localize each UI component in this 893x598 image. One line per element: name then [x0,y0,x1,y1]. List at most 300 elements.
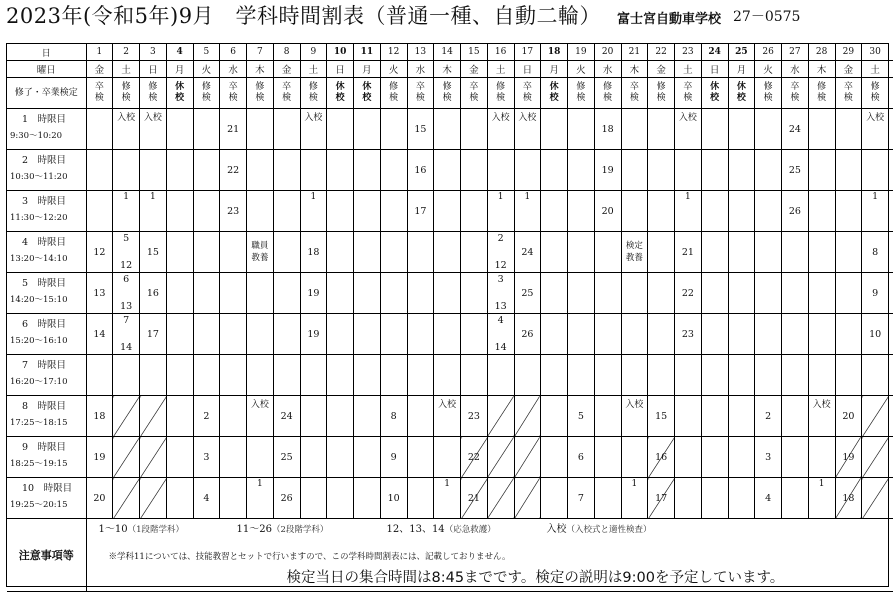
empty-cell [648,232,675,273]
empty-cell [86,191,113,232]
empty-cell [594,314,621,355]
weekday: 日 [140,61,167,78]
weekday: 土 [675,61,702,78]
empty-cell [407,314,434,355]
empty-cell [835,355,862,396]
lesson-cell: 26 [782,191,809,232]
assembly-notice: 検定当日の集合時間は8:45までです。検定の説明は9:00を予定しています。 [286,570,785,586]
period-time: 18:25～19:15 [10,459,68,469]
weekday: 火 [380,61,407,78]
weekday: 金 [273,61,300,78]
empty-cell [621,273,648,314]
day-number: 2 [113,44,140,61]
empty-cell [835,314,862,355]
empty-cell [701,314,728,355]
period-label [7,191,86,232]
empty-cell [514,478,541,519]
weekday: 土 [113,61,140,78]
lesson-cell: 7 [568,478,595,519]
period-number: 6 時限目 [22,319,67,330]
lesson-cell: 14 [86,314,113,355]
day-number: 27 [782,44,809,61]
empty-cell [835,232,862,273]
period-label [7,396,86,437]
empty-cell [86,109,113,150]
lesson-cell: 9 [862,273,889,314]
empty-cell [621,437,648,478]
empty-cell [247,109,274,150]
empty-cell [407,478,434,519]
empty-cell [354,273,381,314]
lesson-cell: 検定 教養 [621,232,648,273]
empty-cell [541,232,568,273]
lesson-cell: 13 [86,273,113,314]
notes-label: 注意事項等 [7,519,86,592]
period-time: 13:20～14:10 [10,254,68,264]
lesson-cell: 19 [86,437,113,478]
empty-cell [782,478,809,519]
legend-desc: （応急救護） [444,525,496,535]
weekday: 金 [648,61,675,78]
empty-cell [782,437,809,478]
empty-cell [648,150,675,191]
empty-cell [541,478,568,519]
empty-cell [273,150,300,191]
timetable-sheet [6,43,889,587]
lesson-cell: 16 [140,273,167,314]
lesson-cell: 入校 [487,109,514,150]
exam-mark: 卒 検 [675,78,702,109]
blank-cell [889,355,893,396]
empty-cell [273,314,300,355]
lesson-cell: 22 [675,273,702,314]
lesson-cell: 4 [755,478,782,519]
weekday: 月 [541,61,568,78]
empty-cell [487,478,514,519]
blank-cell [889,232,893,273]
empty-cell [140,355,167,396]
lesson-cell: 職員 教養 [247,232,274,273]
empty-cell [728,478,755,519]
empty-cell [407,355,434,396]
lesson-cell: 15 [407,109,434,150]
lesson-number: 6 [123,274,130,285]
empty-cell [166,232,193,273]
empty-cell [541,437,568,478]
day-number: 18 [541,44,568,61]
exam-mark: 修 検 [594,78,621,109]
empty-cell [701,109,728,150]
lesson-cell: 23 [461,396,488,437]
lesson-cell: 25 [514,273,541,314]
empty-cell [808,314,835,355]
empty-cell [701,396,728,437]
lesson-cell: 入校 [808,396,835,437]
empty-cell [140,478,167,519]
lesson-cell: 入校 [514,109,541,150]
empty-cell [594,478,621,519]
empty-cell [621,109,648,150]
empty-cell [487,437,514,478]
period-time: 15:20～16:10 [10,336,68,346]
weekday: 木 [434,61,461,78]
lesson-cell: 入校 [140,109,167,150]
empty-cell [728,273,755,314]
empty-cell [782,314,809,355]
weekday: 木 [808,61,835,78]
empty-cell [808,437,835,478]
empty-cell [755,150,782,191]
empty-cell [300,437,327,478]
exam-mark: 修 検 [247,78,274,109]
day-number: 15 [461,44,488,61]
weekday: 日 [327,61,354,78]
weekday: 水 [220,61,247,78]
exam-mark: 卒 検 [514,78,541,109]
day-number: 20 [594,44,621,61]
lesson-number: 13 [120,301,133,312]
exam-mark: 修 検 [862,78,889,109]
empty-cell [247,191,274,232]
lesson-cell: 1 [862,191,889,232]
blank-cell [889,396,893,437]
legend-desc: （入校式と適性検査） [566,525,652,535]
lesson-cell: 19 [835,437,862,478]
lesson-cell: 19 [300,314,327,355]
empty-cell [782,396,809,437]
empty-cell [728,232,755,273]
school-name: 富士宮自動車学校 [617,12,722,27]
empty-cell [648,109,675,150]
empty-cell [835,191,862,232]
legend-item [99,520,185,535]
weekday: 金 [86,61,113,78]
period-number: 2 時限目 [22,155,67,166]
day-number: 14 [434,44,461,61]
blank-cell [889,150,893,191]
legend-item [547,520,652,535]
empty-cell [327,437,354,478]
empty-cell [782,355,809,396]
period-label [7,478,86,519]
lesson-cell: 16 [407,150,434,191]
empty-cell [755,314,782,355]
weekday: 日 [701,61,728,78]
lesson-number: 14 [120,342,133,353]
empty-cell [247,273,274,314]
empty-cell [247,437,274,478]
period-number: 10 時限目 [22,483,73,494]
lesson-cell: 26 [514,314,541,355]
blank-cell [889,273,893,314]
notes-content [86,519,893,592]
period-number: 1 時限目 [22,114,67,125]
weekday: 土 [300,61,327,78]
lesson-cell: 1 [808,478,835,519]
lesson-cell: 21 [675,232,702,273]
empty-cell [434,109,461,150]
empty-cell [166,150,193,191]
empty-cell [300,150,327,191]
lesson-cell: 1 [140,191,167,232]
day-number: 5 [193,44,220,61]
empty-cell [808,232,835,273]
day-number: 28 [808,44,835,61]
period-time: 9:30～10:20 [10,131,63,141]
empty-cell [407,273,434,314]
empty-cell [193,273,220,314]
empty-cell [193,109,220,150]
empty-cell [354,191,381,232]
lesson-cell: 22 [461,437,488,478]
empty-cell [354,232,381,273]
lesson-cell: 8 [380,396,407,437]
exam-mark: 休 校 [541,78,568,109]
legend-key: 11～26 [236,524,272,535]
period-number: 8 時限目 [22,401,67,412]
exam-mark: 卒 検 [782,78,809,109]
day-number: 6 [220,44,247,61]
empty-cell [300,355,327,396]
legend-key: 12、13、14 [386,524,445,535]
empty-cell [407,437,434,478]
legend-item [387,520,496,535]
empty-cell [675,355,702,396]
lesson-cell: 25 [782,150,809,191]
empty-cell [541,191,568,232]
empty-cell [728,314,755,355]
lesson-cell: 5 [568,396,595,437]
empty-cell [354,396,381,437]
empty-cell [220,437,247,478]
empty-cell [354,314,381,355]
lesson-cell [487,314,514,355]
lesson-number: 3 [497,274,504,285]
empty-cell [568,191,595,232]
empty-cell [862,150,889,191]
empty-cell [380,273,407,314]
school-number: 27－0575 [733,9,801,25]
exam-mark: 修 検 [300,78,327,109]
empty-cell [220,478,247,519]
remark-text: ※学科11については、技能教習とセットで行いますので、この学科時間割表には、記載しておりません。 [108,552,511,562]
blank-cell [889,78,893,109]
empty-cell [407,396,434,437]
weekday: 土 [487,61,514,78]
empty-cell [675,437,702,478]
empty-cell [166,109,193,150]
exam-mark: 卒 検 [407,78,434,109]
empty-cell [327,355,354,396]
exam-mark: 修 検 [568,78,595,109]
day-number: 1 [86,44,113,61]
lesson-cell: 10 [380,478,407,519]
legend-key: 入校 [546,524,567,535]
empty-cell [220,314,247,355]
weekday: 木 [621,61,648,78]
weekday: 土 [862,61,889,78]
empty-cell [354,109,381,150]
empty-cell [327,191,354,232]
day-number: 13 [407,44,434,61]
period-time: 14:20～15:10 [10,295,68,305]
empty-cell [434,355,461,396]
empty-cell [675,150,702,191]
lesson-cell: 12 [86,232,113,273]
empty-cell [380,355,407,396]
empty-cell [380,314,407,355]
empty-cell [461,273,488,314]
lesson-cell: 6 [568,437,595,478]
empty-cell [300,478,327,519]
empty-cell [193,191,220,232]
lesson-cell: 21 [461,478,488,519]
lesson-cell: 9 [380,437,407,478]
empty-cell [648,191,675,232]
lesson-cell: 18 [300,232,327,273]
exam-mark: 修 検 [193,78,220,109]
lesson-cell: 3 [755,437,782,478]
empty-cell [461,232,488,273]
lesson-cell: 入校 [434,396,461,437]
empty-cell [808,191,835,232]
legend-key: 1～10 [98,524,128,535]
day-number: 17 [514,44,541,61]
empty-cell [568,273,595,314]
lesson-cell: 20 [594,191,621,232]
empty-cell [220,396,247,437]
empty-cell [166,273,193,314]
period-number: 9 時限目 [22,442,67,453]
empty-cell [862,355,889,396]
lesson-cell: 20 [835,396,862,437]
day-number: 21 [621,44,648,61]
empty-cell [166,437,193,478]
empty-cell [755,232,782,273]
empty-cell [327,396,354,437]
empty-cell [728,191,755,232]
lesson-cell: 1 [300,191,327,232]
empty-cell [461,355,488,396]
day-number: 26 [755,44,782,61]
exam-mark: 修 検 [808,78,835,109]
empty-cell [514,355,541,396]
exam-mark: 修 検 [140,78,167,109]
empty-cell [86,355,113,396]
empty-cell [541,355,568,396]
empty-cell [166,355,193,396]
day-number: 23 [675,44,702,61]
lesson-cell: 入校 [675,109,702,150]
day-number: 24 [701,44,728,61]
day-number: 4 [166,44,193,61]
period-label [7,109,86,150]
weekday: 日 [514,61,541,78]
empty-cell [247,355,274,396]
lesson-number: 13 [494,301,507,312]
empty-cell [273,191,300,232]
empty-cell [380,191,407,232]
exam-mark: 修 検 [487,78,514,109]
empty-cell [327,478,354,519]
legend-item [237,520,329,535]
empty-cell [327,273,354,314]
exam-mark: 卒 検 [461,78,488,109]
empty-cell [220,355,247,396]
empty-cell [514,437,541,478]
lesson-cell: 3 [193,437,220,478]
empty-cell [461,109,488,150]
exam-mark: 卒 検 [835,78,862,109]
empty-cell [755,191,782,232]
empty-cell [568,232,595,273]
empty-cell [434,273,461,314]
lesson-cell: 25 [273,437,300,478]
empty-cell [648,355,675,396]
weekday: 金 [461,61,488,78]
empty-cell [728,355,755,396]
empty-cell [568,150,595,191]
empty-cell [701,232,728,273]
lesson-cell: 17 [648,478,675,519]
day-number: 16 [487,44,514,61]
empty-cell [728,437,755,478]
period-time: 19:25～20:15 [10,500,68,510]
empty-cell [728,396,755,437]
lesson-cell: 17 [407,191,434,232]
lesson-cell: 1 [113,191,140,232]
day-header-label: 日 [7,44,86,61]
empty-cell [541,150,568,191]
blank-cell [889,478,893,519]
lesson-cell: 2 [193,396,220,437]
empty-cell [461,191,488,232]
lesson-cell: 22 [220,150,247,191]
lesson-cell: 23 [220,191,247,232]
exam-mark: 休 校 [728,78,755,109]
empty-cell [354,478,381,519]
empty-cell [648,273,675,314]
empty-cell [701,273,728,314]
empty-cell [327,232,354,273]
lesson-cell: 23 [675,314,702,355]
empty-cell [835,273,862,314]
weekday: 金 [835,61,862,78]
day-number: 29 [835,44,862,61]
empty-cell [113,396,140,437]
empty-cell [434,191,461,232]
empty-cell [701,355,728,396]
empty-cell [273,232,300,273]
lesson-cell: 1 [487,191,514,232]
lesson-number: 2 [497,233,504,244]
lesson-cell: 入校 [300,109,327,150]
empty-cell [514,150,541,191]
lesson-number: 5 [123,233,130,244]
empty-cell [755,109,782,150]
lesson-number: 12 [494,260,507,271]
lesson-cell: 入校 [621,396,648,437]
empty-cell [247,314,274,355]
weekday: 水 [407,61,434,78]
weekday: 水 [594,61,621,78]
day-number: 8 [273,44,300,61]
period-number: 5 時限目 [22,278,67,289]
empty-cell [380,150,407,191]
empty-cell [140,437,167,478]
lesson-cell: 10 [862,314,889,355]
empty-cell [354,150,381,191]
